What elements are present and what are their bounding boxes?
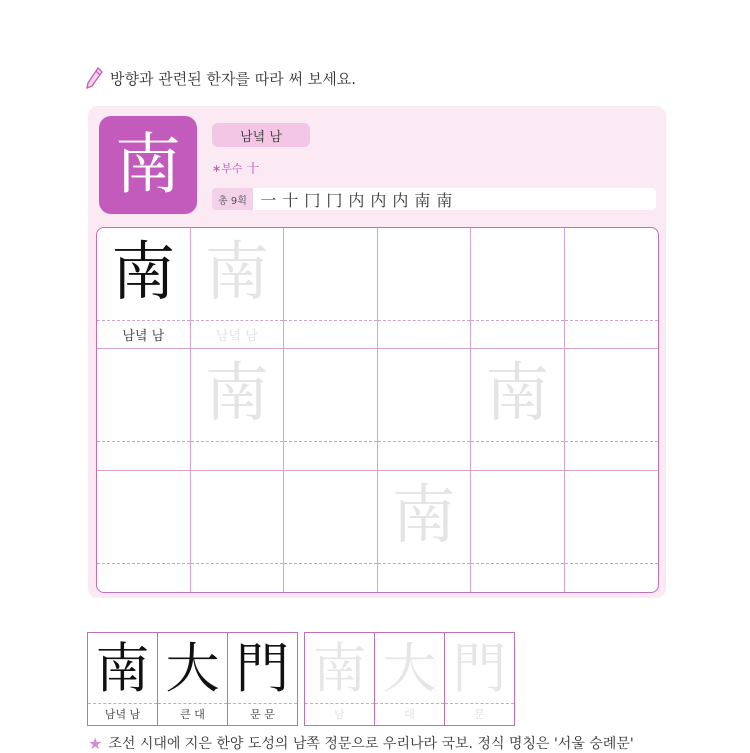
glyph-label: 남녘 남 xyxy=(122,329,165,344)
trace-glyph: 南 xyxy=(485,357,550,432)
radical-label: ∗부수 xyxy=(212,161,243,175)
word-model-box xyxy=(87,632,298,726)
guide-line xyxy=(305,703,374,704)
word-cell xyxy=(88,633,158,725)
word-char: 南 xyxy=(95,637,150,700)
guide-line xyxy=(191,320,284,321)
practice-cell[interactable] xyxy=(284,349,378,470)
practice-cell[interactable] xyxy=(378,228,472,349)
trace-glyph: 南 xyxy=(204,357,269,432)
word-label: 큰 대 xyxy=(180,708,205,721)
guide-line xyxy=(378,563,471,564)
hanja-tile: 南 xyxy=(99,116,197,214)
model-glyph: 南 xyxy=(111,236,176,310)
word-label: 문 xyxy=(474,708,485,721)
practice-cell[interactable] xyxy=(471,228,565,349)
stroke-step: 南 xyxy=(414,190,431,210)
trace-glyph: 南 xyxy=(391,478,456,553)
practice-cell[interactable] xyxy=(565,349,659,470)
guide-line xyxy=(97,441,190,442)
guide-line xyxy=(375,703,444,704)
stroke-count-label: 총 9획 xyxy=(212,188,253,210)
practice-cell[interactable] xyxy=(565,471,659,592)
word-char: 大 xyxy=(165,637,220,700)
word-char: 門 xyxy=(235,637,290,700)
guide-line xyxy=(97,563,190,564)
guide-line xyxy=(471,563,564,564)
practice-cell[interactable] xyxy=(97,349,191,470)
guide-line xyxy=(471,441,564,442)
guide-line xyxy=(228,703,297,704)
practice-cell[interactable] xyxy=(191,228,285,349)
word-label: 남 xyxy=(334,708,345,721)
stroke-order-bar xyxy=(212,188,656,210)
guide-line xyxy=(284,320,377,321)
word-cell xyxy=(228,633,297,725)
stroke-step: 一 xyxy=(260,190,277,210)
practice-cell[interactable] xyxy=(471,349,565,470)
practice-grid xyxy=(96,227,659,593)
radical-char: 十 xyxy=(246,162,260,177)
practice-cell[interactable] xyxy=(191,471,285,592)
guide-line xyxy=(97,320,190,321)
guide-line xyxy=(378,320,471,321)
stroke-step: 内 xyxy=(392,190,409,210)
stroke-step: 南 xyxy=(436,190,453,210)
practice-cell[interactable] xyxy=(191,349,285,470)
word-cell[interactable] xyxy=(445,633,514,725)
practice-cell[interactable] xyxy=(284,228,378,349)
practice-cell[interactable] xyxy=(471,471,565,592)
practice-cell[interactable] xyxy=(97,228,191,349)
word-char: 南 xyxy=(312,637,367,700)
practice-cell[interactable] xyxy=(284,471,378,592)
stroke-step: 十 xyxy=(282,190,299,210)
star-icon: ★ xyxy=(88,733,103,753)
practice-cell[interactable] xyxy=(97,471,191,592)
stroke-step: 内 xyxy=(348,190,365,210)
meaning-pill: 남녘 남 xyxy=(212,123,310,147)
guide-line xyxy=(284,563,377,564)
word-cell[interactable] xyxy=(375,633,445,725)
guide-line xyxy=(191,441,284,442)
instruction xyxy=(86,66,356,90)
footnote-text: 조선 시대에 지은 한양 도성의 남쪽 정문으로 우리나라 국보. 정식 명칭은 '서울 숭례문' xyxy=(108,736,634,752)
stroke-steps xyxy=(253,188,454,211)
radical-info xyxy=(212,158,259,177)
trace-glyph: 南 xyxy=(204,236,269,310)
practice-cell[interactable] xyxy=(378,471,472,592)
word-label: 대 xyxy=(404,708,415,721)
stroke-step: 冂 xyxy=(326,190,343,210)
guide-line xyxy=(191,563,284,564)
word-cell xyxy=(158,633,228,725)
word-trace-box xyxy=(304,632,515,726)
guide-line xyxy=(471,320,564,321)
hanja-panel xyxy=(88,106,666,598)
pencil-icon xyxy=(86,67,104,89)
guide-line xyxy=(565,563,659,564)
stroke-step: 内 xyxy=(370,190,387,210)
guide-line xyxy=(565,320,659,321)
guide-line xyxy=(445,703,514,704)
word-cell[interactable] xyxy=(305,633,375,725)
guide-line xyxy=(565,441,659,442)
guide-line xyxy=(284,441,377,442)
guide-line xyxy=(88,703,157,704)
word-label: 문 문 xyxy=(250,708,275,721)
instruction-text: 방향과 관련된 한자를 따라 써 보세요. xyxy=(110,69,356,88)
stroke-step: 冂 xyxy=(304,190,321,210)
word-label: 남녘 남 xyxy=(104,708,141,721)
glyph-label: 남녘 남 xyxy=(215,329,258,344)
guide-line xyxy=(158,703,227,704)
word-char: 門 xyxy=(452,637,507,700)
practice-cell[interactable] xyxy=(565,228,659,349)
guide-line xyxy=(378,441,471,442)
footnote xyxy=(88,733,708,753)
word-char: 大 xyxy=(382,637,437,700)
practice-cell[interactable] xyxy=(378,349,472,470)
